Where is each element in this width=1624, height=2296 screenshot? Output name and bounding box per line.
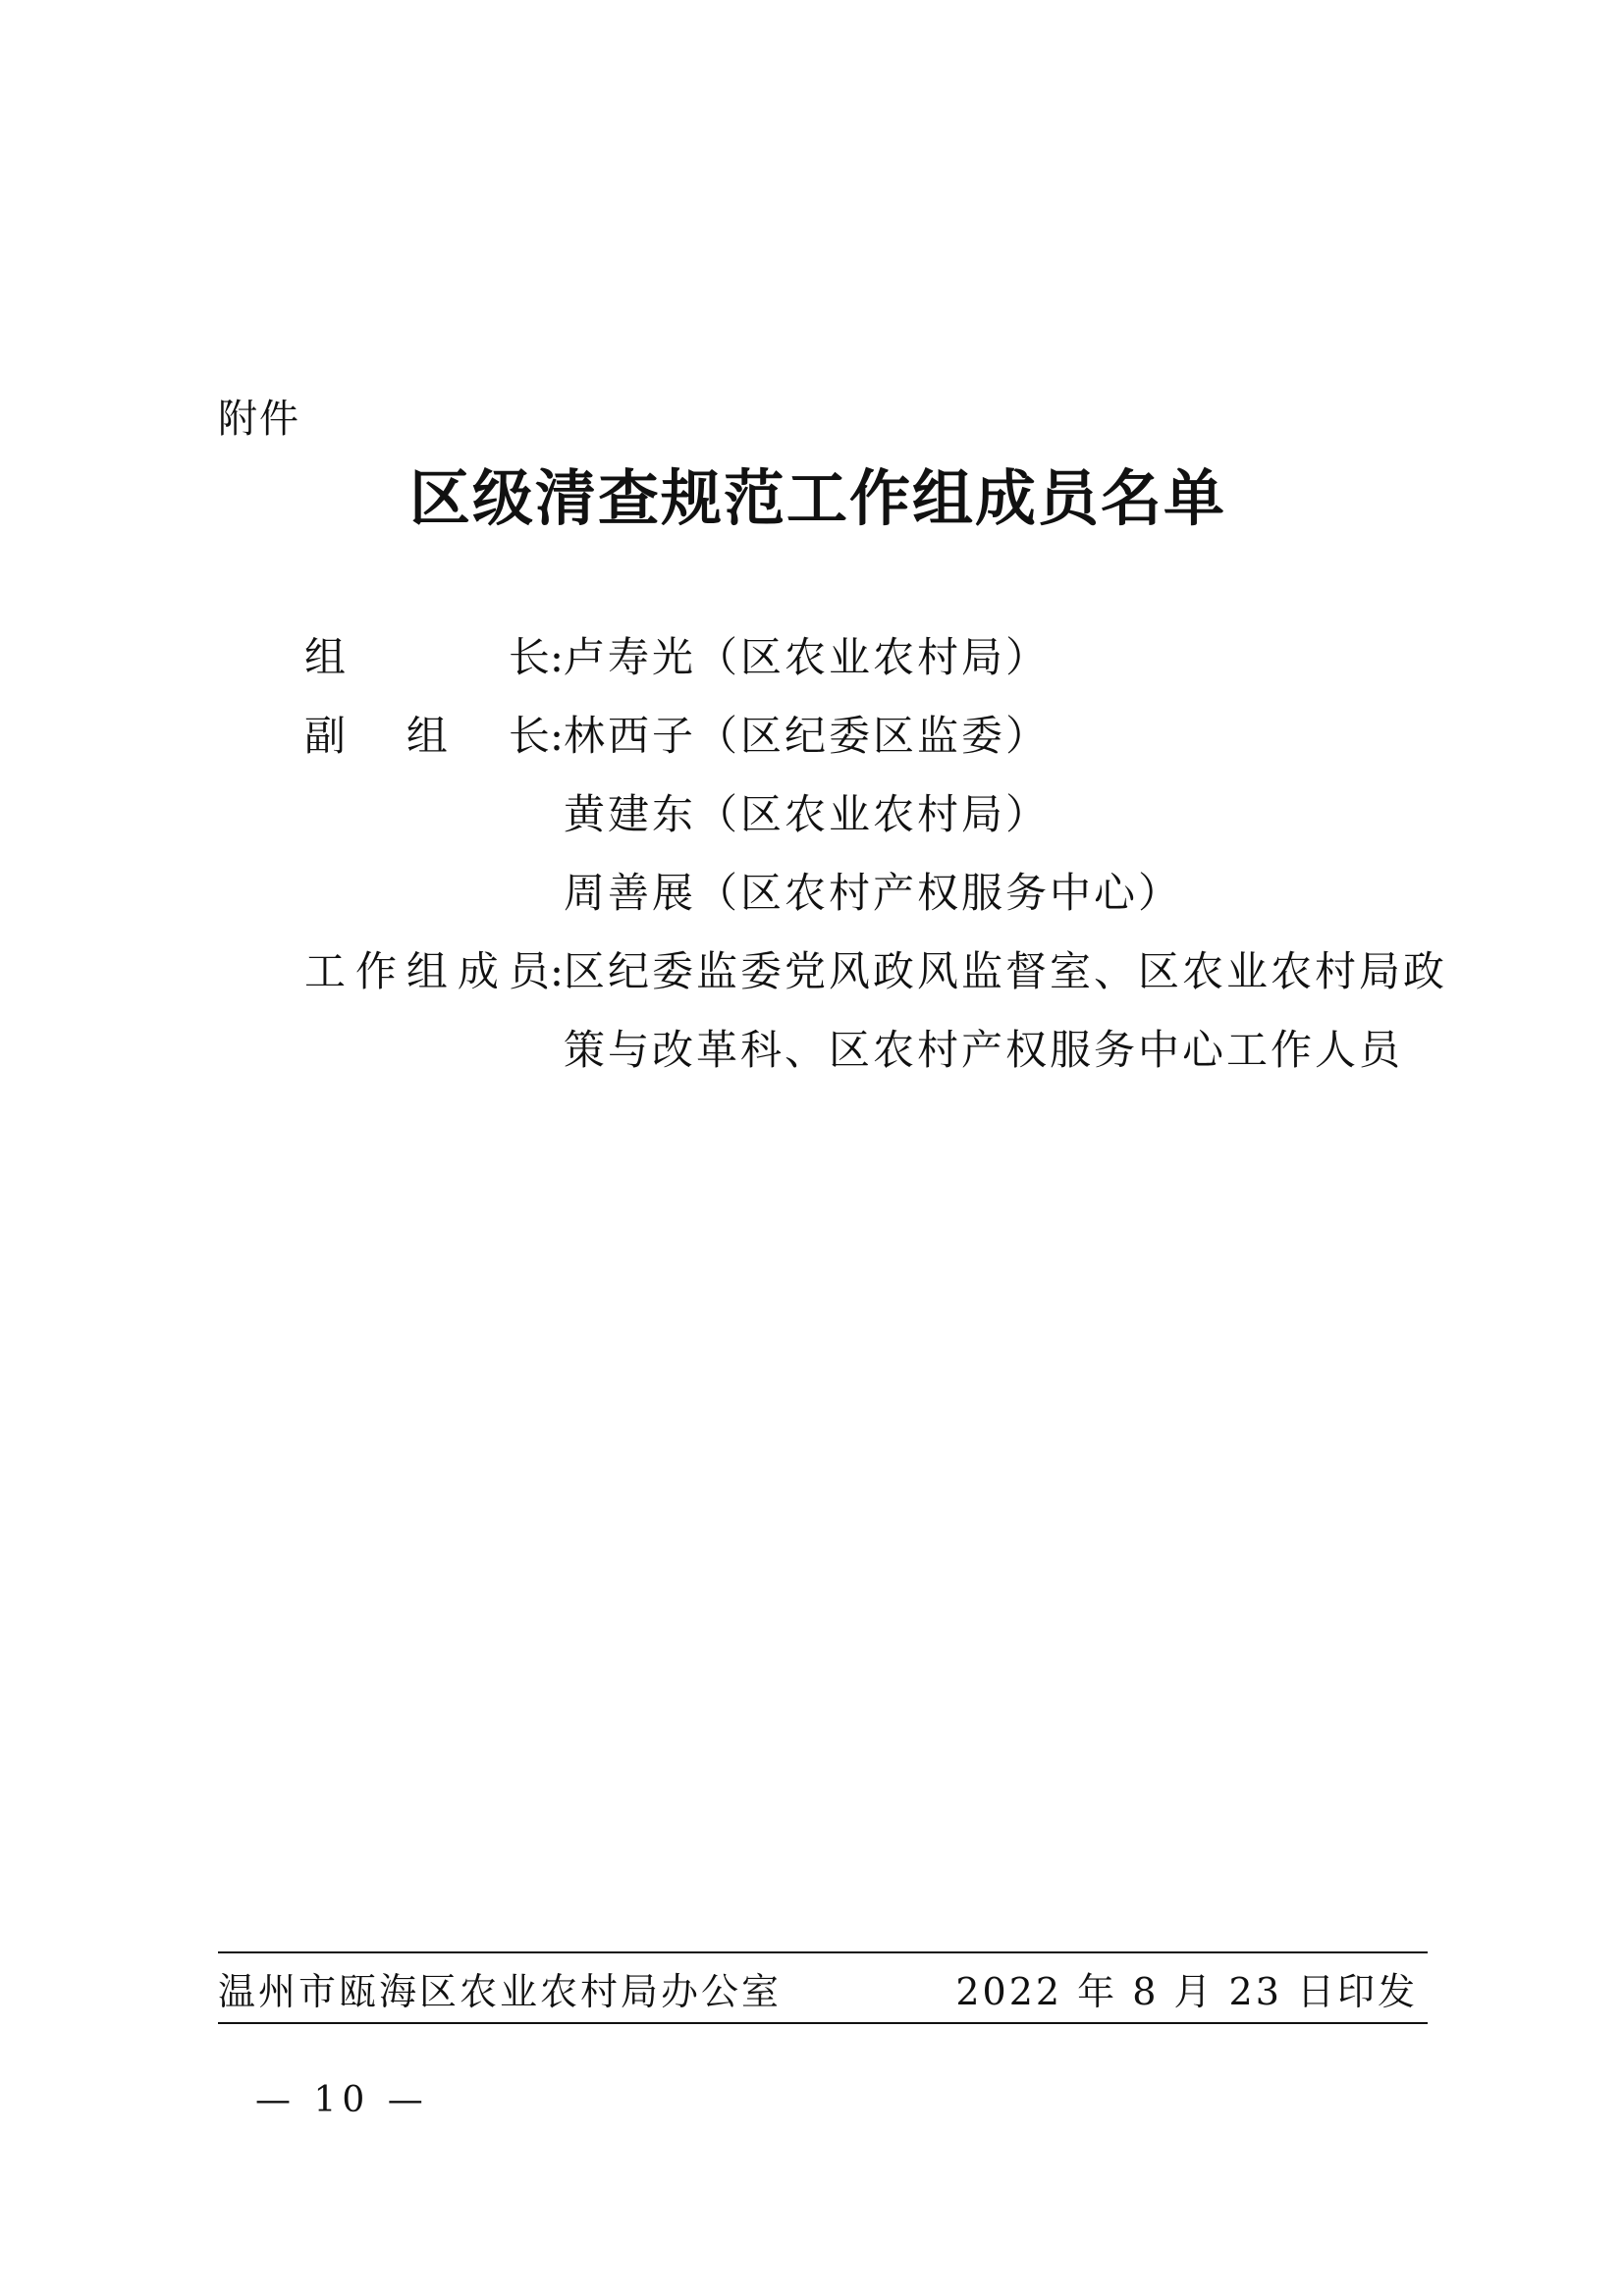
label-char: 组 (304, 633, 347, 681)
roster-label (304, 933, 564, 1011)
footer-line (218, 1953, 1428, 2022)
roster-value (564, 618, 1434, 697)
roster-row-leader (304, 618, 1434, 697)
label-char: 长: (508, 712, 564, 760)
roster-value (564, 697, 1434, 933)
member-description: 区纪委监委党风政风监督室、区农业农村局政 (564, 947, 1448, 995)
member-name: 林西子（区纪委区监委） (564, 712, 1051, 760)
attachment-label: 附件 (218, 397, 300, 442)
member-description: 策与改革科、区农村产权服务中心工作人员 (564, 1026, 1404, 1074)
issue-footer (218, 1951, 1428, 2024)
page-number: — 10 — (255, 2080, 429, 2120)
issue-date: 2022 年 8 月 23 日印发 (955, 1969, 1418, 2013)
label-char: 工 (304, 947, 347, 995)
label-char: 成 (457, 947, 499, 995)
issuer: 温州市瓯海区农业农村局办公室 (218, 1969, 783, 2013)
roster-value (564, 933, 1447, 1090)
roster-label (304, 697, 564, 775)
roster-row-members (304, 933, 1448, 1090)
label-char: 组 (406, 712, 448, 760)
member-roster (304, 618, 1448, 1090)
label-char: 长: (508, 633, 564, 681)
label-char: 副 (304, 712, 347, 760)
label-char: 员: (508, 947, 564, 995)
page-title: 区级清查规范工作组成员名单 (408, 462, 1226, 534)
label-char: 组 (406, 947, 448, 995)
member-name: 黄建东（区农业农村局） (564, 790, 1051, 838)
roster-label (304, 618, 564, 697)
member-name: 卢寿光（区农业农村局） (564, 633, 1051, 681)
member-name: 周善展（区农村产权服务中心） (564, 869, 1183, 917)
footer-bottom-rule (218, 2022, 1428, 2024)
roster-row-deputy-leader (304, 697, 1434, 933)
label-char: 作 (354, 947, 397, 995)
